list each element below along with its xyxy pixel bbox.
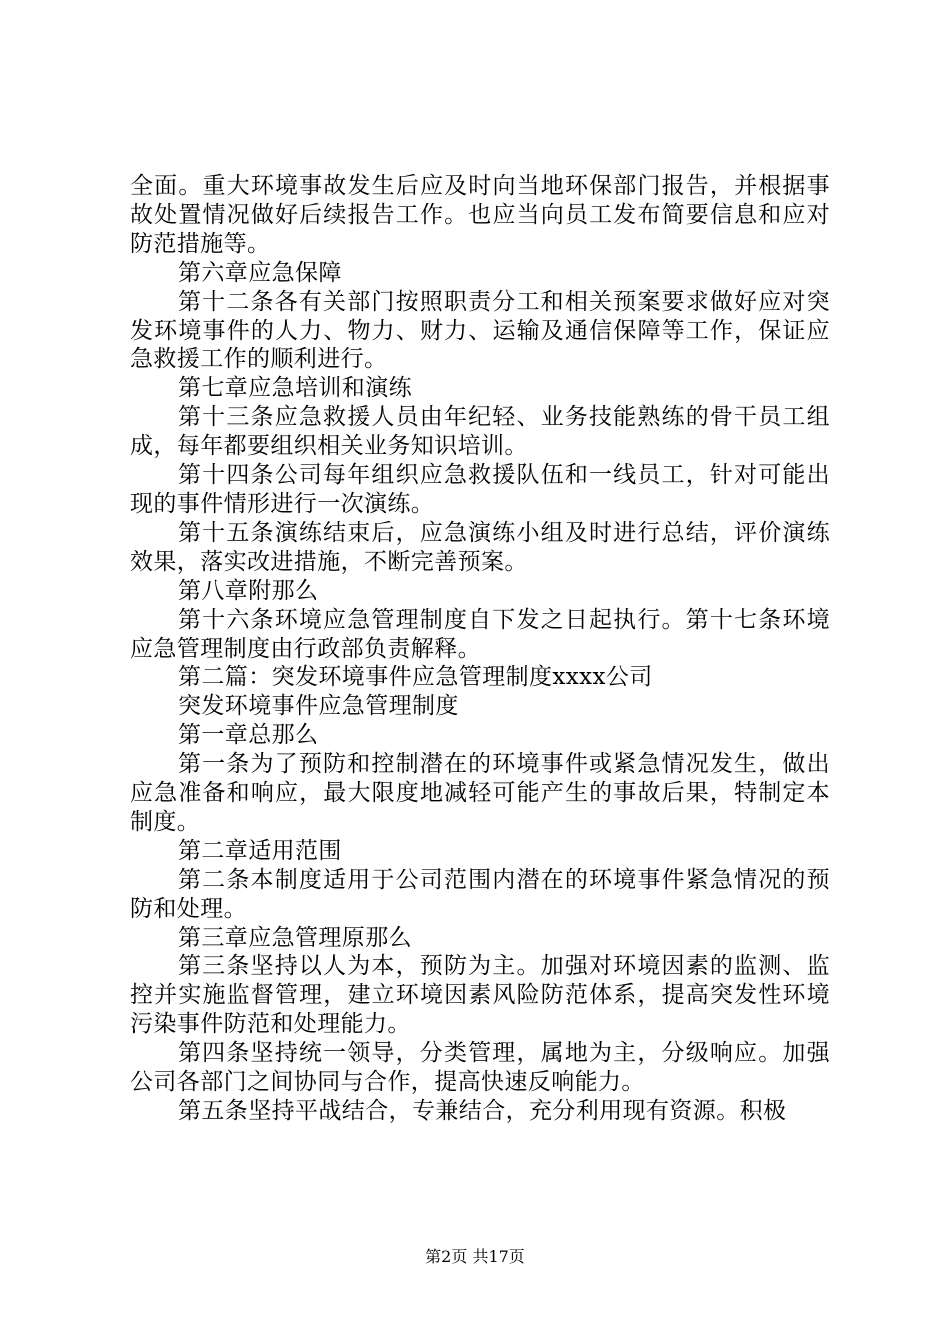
chapter-heading: 第一章总那么 [178, 722, 319, 749]
paragraph: 第十五条演练结束后，应急演练小组及时进行总结，评价演练效果，落实改进措施，不断完善预案。 [130, 519, 830, 575]
document-body [130, 172, 830, 1126]
paragraph: 第十六条环境应急管理制度自下发之日起执行。第十七条环境应急管理制度由行政部负责解释。 [130, 606, 830, 662]
document-title: 突发环境事件应急管理制度 [178, 693, 459, 720]
chapter-heading: 第六章应急保障 [178, 259, 342, 286]
paragraph: 第一条为了预防和控制潜在的环境事件或紧急情况发生，做出应急准备和响应，最大限度地减轻可能产生的事故后果，特制定本制度。 [130, 751, 830, 835]
paragraph: 第十三条应急救援人员由年纪轻、业务技能熟练的骨干员工组成，每年都要组织相关业务知识培训。 [130, 404, 830, 460]
paragraph: 第十二条各有关部门按照职责分工和相关预案要求做好应对突发环境事件的人力、物力、财力、运输及通信保障等工作，保证应急救援工作的顺利进行。 [130, 288, 830, 373]
paragraph: 全面。重大环境事故发生后应及时向当地环保部门报告，并根据事故处置情况做好后续报告工作。也应当向员工发布简要信息和应对防范措施等。 [130, 173, 830, 257]
chapter-heading: 第七章应急培训和演练 [178, 375, 412, 402]
paragraph: 第四条坚持统一领导，分类管理，属地为主，分级响应。加强公司各部门之间协同与合作，提高快速反响能力。 [130, 1040, 830, 1096]
paragraph: 第五条坚持平战结合，专兼结合，充分利用现有资源。积极 [178, 1098, 787, 1124]
chapter-heading: 第三章应急管理原那么 [178, 924, 412, 951]
page-number-footer: 第2页 共17页 [425, 1247, 525, 1266]
paragraph: 第二条本制度适用于公司范围内潜在的环境事件紧急情况的预防和处理。 [130, 866, 830, 922]
chapter-heading: 第二章适用范围 [178, 837, 342, 864]
paragraph: 第十四条公司每年组织应急救援队伍和一线员工，针对可能出现的事件情形进行一次演练。 [130, 462, 830, 517]
section-heading: 第二篇：突发环境事件应急管理制度xxxx公司 [178, 664, 653, 691]
chapter-heading: 第八章附那么 [178, 577, 319, 604]
paragraph: 第三条坚持以人为本，预防为主。加强对环境因素的监测、监控并实施监督管理，建立环境因素风险防范体系，提高突发性环境污染事件防范和处理能力。 [130, 953, 830, 1038]
